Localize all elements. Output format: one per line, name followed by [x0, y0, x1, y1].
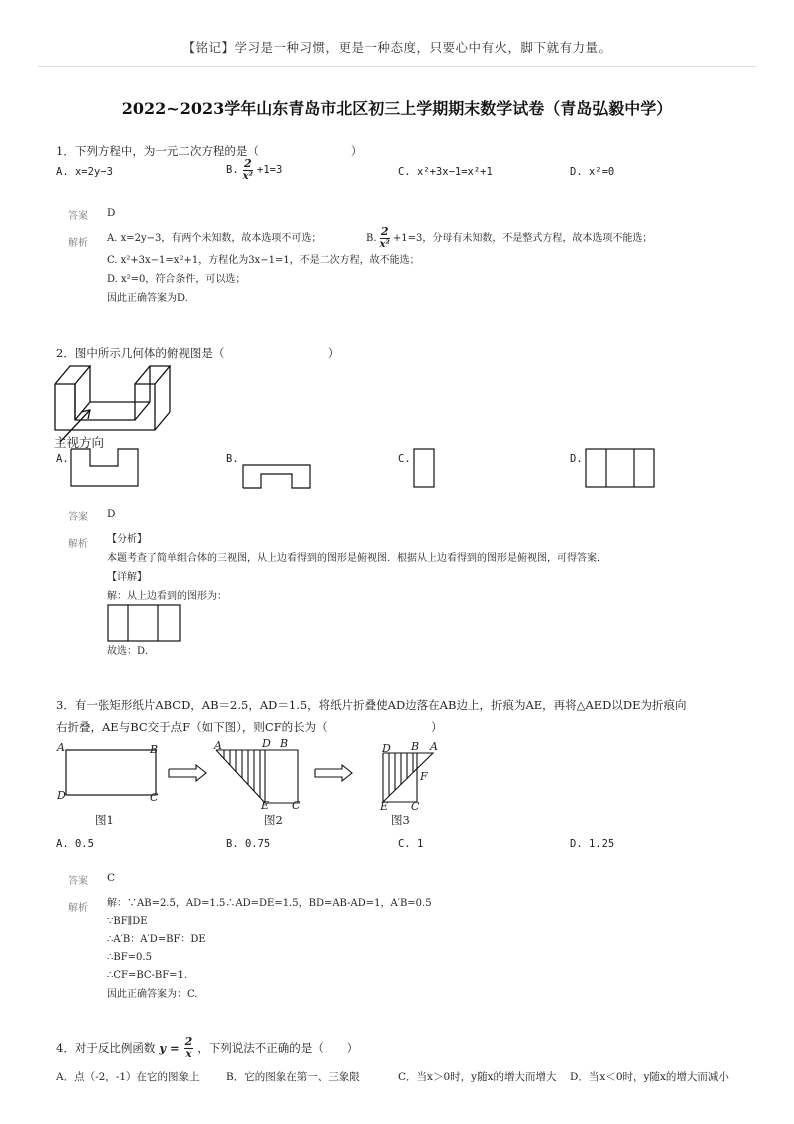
q1-expl-b-denominator: x²	[379, 239, 390, 250]
q1-answer-label: 答案	[68, 211, 88, 222]
q3-fig2-point-e: E	[261, 799, 270, 812]
q3-analysis-label: 解析	[68, 903, 88, 914]
q4-option-a: A．点（-2，-1）在它的图象上	[56, 1071, 200, 1083]
q3-fig2-point-b: B	[280, 737, 289, 750]
q2-option-a-label: A.	[56, 453, 69, 465]
header-divider	[38, 66, 756, 67]
q1-expl-b-numerator: 2	[380, 225, 389, 238]
q3-fig3-point-c: C	[411, 800, 420, 813]
q3-expl-line1: 解：∵AB=2.5，AD=1.5∴AD=DE=1.5，BD=AB-AD=1，A′B=0.5	[107, 898, 432, 909]
q2-analysis-label: 解析	[68, 539, 88, 550]
q1-expl-b-suffix: +1=3，分母有未知数，不是整式方程，故本选项不能选；	[392, 232, 653, 244]
q2-answer-label: 答案	[68, 512, 88, 523]
q3-answer-label: 答案	[68, 876, 88, 887]
q3-expl-line4: ∴BF=0.5	[107, 952, 152, 963]
q3-fig3-point-e: E	[380, 800, 389, 813]
q3-answer-value: C	[107, 872, 116, 884]
q4-option-b: B．它的图象在第一、三象限	[226, 1071, 360, 1083]
q1-expl-b-prefix: B.	[366, 232, 377, 244]
q3-expl-line3: ∴A′B：A′D=BF：DE	[107, 934, 206, 945]
q3-fig1-point-a: A	[57, 741, 65, 754]
q3-fig2-point-c: C	[292, 799, 301, 812]
q2-option-d-label: D.	[570, 453, 583, 465]
q3-fig3-point-a: A	[430, 740, 438, 753]
q3-option-a: A. 0.5	[56, 838, 94, 850]
q3-stem-line2: 右折叠，AE与BC交于点F（如下图），则CF的长为（ ）	[56, 720, 443, 734]
q4-stem-prefix: 4．对于反比例函数	[56, 1041, 156, 1055]
q1-option-d: D. x²=0	[570, 166, 615, 178]
q4-function-numerator: 2	[184, 1035, 193, 1048]
q3-option-c: C. 1	[398, 838, 424, 850]
q2-option-b-label: B.	[226, 453, 239, 465]
q1-option-b-fraction	[243, 158, 253, 182]
q4-option-c: C．当x＞0时，y随x的增大而增大	[398, 1071, 557, 1083]
q2-view-direction-label: 主视方向	[54, 435, 105, 450]
q4-option-d: D．当x＜0时，y随x的增大而减小	[570, 1071, 729, 1083]
q3-fig2-caption: 图2	[264, 813, 283, 827]
q3-fig2-point-a: A	[214, 739, 222, 752]
q1-expl-conclusion: 因此正确答案为D.	[107, 293, 188, 304]
q3-expl-conclusion: 因此正确答案为：C.	[107, 989, 198, 1000]
q4-stem-suffix: ，下列说法不正确的是（ ）	[197, 1041, 359, 1055]
q3-fig3-caption: 图3	[391, 813, 410, 827]
q1-expl-a: A. x=2y−3，有两个未知数，故本选项不可选；	[107, 233, 322, 244]
q1-option-b-prefix: B.	[226, 164, 239, 176]
q4-stem	[56, 1036, 358, 1060]
q3-expl-line2: ∵BF∥DE	[107, 916, 148, 927]
q1-expl-b-fraction	[380, 226, 390, 250]
q2-option-b-figure	[242, 464, 312, 490]
q4-function-denominator: x	[185, 1049, 192, 1060]
q3-option-b: B. 0.75	[226, 838, 271, 850]
q1-option-c: C. x²+3x−1=x²+1	[398, 166, 493, 178]
q3-fig3-point-b: B	[411, 740, 420, 753]
q2-option-c-label: C.	[398, 453, 411, 465]
q2-stem: 2．图中所示几何体的俯视图是（ ）	[56, 346, 340, 360]
q3-fig3-point-f: F	[420, 770, 428, 783]
q3-fig1-point-d: D	[57, 789, 66, 802]
q2-expl-analysis-heading: 【分析】	[107, 534, 147, 545]
q4-function-left: y =	[159, 1041, 180, 1055]
q2-option-d-figure	[585, 448, 657, 490]
q3-fig3-point-d: D	[382, 742, 391, 755]
q3-fig2-point-d: D	[262, 737, 271, 750]
q3-fig1-caption: 图1	[95, 813, 114, 827]
q2-solid-figure	[50, 360, 170, 440]
q2-expl-detail-heading: 【详解】	[107, 572, 147, 583]
q1-stem: 1．下列方程中，为一元二次方程的是（ ）	[56, 144, 363, 158]
q1-option-b-suffix: +1=3	[257, 164, 283, 176]
q2-expl-conclusion: 故选：D．	[107, 646, 156, 657]
q1-analysis-label: 解析	[68, 238, 88, 249]
q1-option-b	[226, 158, 282, 182]
q3-expl-line5: ∴CF=BC-BF=1.	[107, 970, 188, 981]
q3-fig1-point-c: C	[150, 791, 159, 804]
q1-answer-value: D	[107, 207, 116, 219]
q1-option-a: A. x=2y−3	[56, 166, 113, 178]
q2-expl-detail: 解：从上边看到的图形为：	[107, 591, 227, 602]
q1-expl-c: C. x²+3x−1=x²+1，方程化为3x−1=1，不是二次方程，故不能选；	[107, 255, 420, 266]
motto-banner: 【铭记】学习是一种习惯，更是一种态度，只要心中有火，脚下就有力量。	[182, 40, 612, 55]
q3-arrow-1	[168, 765, 208, 781]
page-title: 2022~2023学年山东青岛市北区初三上学期期末数学试卷（青岛弘毅中学）	[121, 99, 673, 118]
q3-fig1-point-b: B	[150, 743, 159, 756]
q1-option-b-numerator: 2	[244, 157, 252, 170]
q2-option-c-figure	[413, 448, 437, 490]
q2-expl-analysis: 本题考查了简单组合体的三视图，从上边看得到的图形是俯视图．根据从上边看得到的图形是俯视图，可得答案．	[107, 553, 607, 564]
q3-arrow-2	[314, 765, 354, 781]
q2-option-a-figure	[70, 448, 140, 488]
q1-expl-d: D. x²=0，符合条件，可以选；	[107, 274, 246, 285]
q2-expl-top-view-figure	[107, 604, 183, 644]
q1-expl-b	[366, 226, 652, 250]
q3-stem-line1: 3．有一张矩形纸片ABCD，AB＝2.5，AD＝1.5，将纸片折叠使AD边落在AB边上，折痕为AE，再将△AED以DE为折痕向	[56, 698, 687, 712]
q2-answer-value: D	[107, 508, 116, 520]
q3-option-d: D. 1.25	[570, 838, 615, 850]
q4-function-fraction	[184, 1036, 194, 1060]
q1-option-b-denominator: x²	[242, 171, 253, 182]
